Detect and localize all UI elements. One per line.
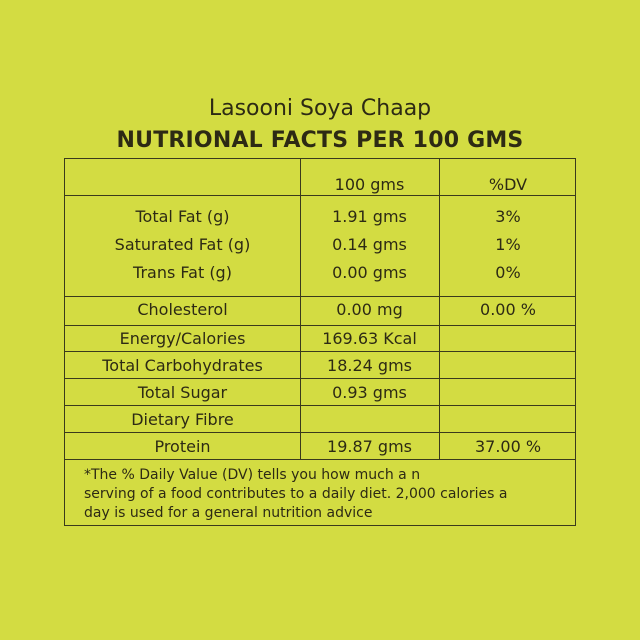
nutrient-amount: 18.24 gms — [327, 356, 412, 375]
amount-column-header: 100 gms — [334, 175, 405, 194]
nutrient-dv: 0% — [495, 263, 521, 282]
nutrient-amount: 0.00 gms — [332, 263, 407, 282]
nutrient-amount: 19.87 gms — [327, 437, 412, 456]
footnote-line: *The % Daily Value (DV) tells you how much a n — [84, 467, 421, 483]
nutrient-label: Total Carbohydrates — [102, 356, 263, 375]
daily-value-footnote — [84, 466, 574, 523]
nutrient-label: Total Sugar — [137, 383, 228, 402]
nutrient-amount: 0.00 mg — [336, 300, 403, 319]
row-rule — [65, 432, 575, 433]
nutrient-amount: 0.14 gms — [332, 235, 407, 254]
nutrient-label: Dietary Fibre — [131, 410, 234, 429]
row-rule — [65, 325, 575, 326]
footnote-line: day is used for a general nutrition advice — [84, 505, 373, 521]
row-rule — [65, 378, 575, 379]
row-rule — [65, 195, 575, 196]
product-name: Lasooni Soya Chaap — [208, 96, 432, 121]
nutrient-dv: 37.00 % — [474, 437, 542, 456]
row-rule — [65, 296, 575, 297]
nutrient-label: Trans Fat (g) — [133, 263, 232, 282]
row-rule — [65, 351, 575, 352]
nutrient-amount: 1.91 gms — [332, 207, 407, 226]
nutrient-label: Saturated Fat (g) — [114, 235, 251, 254]
nutrient-label: Cholesterol — [137, 300, 228, 319]
nutrient-dv: 3% — [495, 207, 521, 226]
nutrient-amount: 0.93 gms — [332, 383, 407, 402]
row-rule — [65, 459, 575, 460]
nutrient-dv: 0.00 % — [480, 300, 536, 319]
nutrient-label: Protein — [154, 437, 211, 456]
nutrient-amount: 169.63 Kcal — [322, 329, 417, 348]
row-rule — [65, 405, 575, 406]
nutrient-dv: 1% — [495, 235, 521, 254]
dv-column-header: %DV — [488, 175, 528, 194]
nutrient-label: Energy/Calories — [119, 329, 246, 348]
nutrient-label: Total Fat (g) — [135, 207, 230, 226]
nutrition-heading: NUTRIONAL FACTS PER 100 GMS — [116, 128, 524, 153]
footnote-line: serving of a food contributes to a daily diet. 2,000 calories a — [84, 486, 508, 502]
